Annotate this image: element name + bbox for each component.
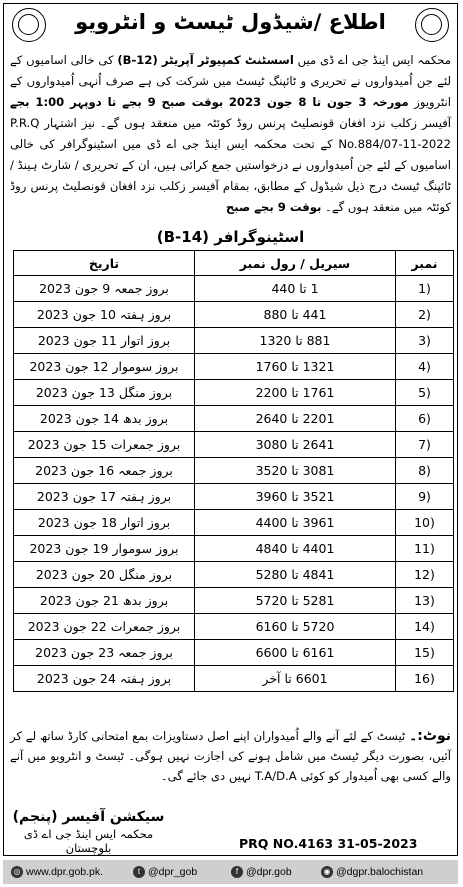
- row-date: بروز جمعہ 23 جون 2023: [14, 640, 195, 666]
- table-row: [14, 328, 454, 354]
- footer-facebook[interactable]: [231, 860, 292, 884]
- globe-icon: ◎: [11, 866, 23, 878]
- row-roll-range: 5720 تا 6160: [195, 614, 396, 640]
- header: [4, 4, 457, 46]
- prq-number: PRQ NO.4163 31-05-2023: [239, 836, 418, 851]
- row-number: 12): [396, 562, 454, 588]
- table-row: [14, 510, 454, 536]
- row-roll-range: 3521 تا 3960: [195, 484, 396, 510]
- row-number: 4): [396, 354, 454, 380]
- table-row: [14, 666, 454, 692]
- header-date: تاریخ: [14, 251, 195, 276]
- header-roll-range: سیریل / رول نمبر: [195, 251, 396, 276]
- row-number: 6): [396, 406, 454, 432]
- intro-text-3: کی خالی اسامیوں کے لئے جن اُمیدواروں نے تحریری و ٹائپنگ ٹیسٹ میں شرکت کی ہے صرف اُنہی اُمیدواروں کے انٹرویوز: [10, 53, 451, 109]
- row-roll-range: 1 تا 440: [195, 276, 396, 302]
- note-label: نوٹ:۔: [409, 728, 451, 744]
- officer-department: محکمہ ایس اینڈ جی اے ڈی بلوچستان: [23, 827, 154, 855]
- table-row: [14, 302, 454, 328]
- row-date: بروز جمعہ 9 جون 2023: [14, 276, 195, 302]
- row-roll-range: 6161 تا 6600: [195, 640, 396, 666]
- table-row: [14, 354, 454, 380]
- table-row: [14, 432, 454, 458]
- row-date: بروز ہفتہ 17 جون 2023: [14, 484, 195, 510]
- signing-officer: [10, 809, 167, 855]
- row-number: 16): [396, 666, 454, 692]
- intro-paragraph: [10, 50, 451, 218]
- row-roll-range: 5281 تا 5720: [195, 588, 396, 614]
- intro-text-6: آفیسر زکلب نزد افغان قونصلیٹ پرنس روڈ کوئٹہ میں منعقد ہوں گے۔ نیز اشتہار P.R.Q No.884/07-11-2022 کے تحت محکمہ ایس اینڈ جی اے ڈی میں اسٹینوگرافر کی خالی اسامیوں کے لئے جن اُمیدواروں نے درخواستیں جمع کرائی ہیں، ان کے تحریری / شارٹ ہینڈ / ٹائپنگ ٹیسٹ درج ذیل شیڈول کے مطابق، بمقام آفیسر زکلب نزد افغان قونصلیٹ پرنس روڈ کوئٹہ میں منعقد ہوں گے۔: [10, 116, 451, 214]
- row-roll-range: 4401 تا 4840: [195, 536, 396, 562]
- row-number: 10): [396, 510, 454, 536]
- row-date: بروز جمعرات 22 جون 2023: [14, 614, 195, 640]
- instagram-icon: ◉: [321, 866, 333, 878]
- row-date: بروز سوموار 19 جون 2023: [14, 536, 195, 562]
- table-row: [14, 614, 454, 640]
- table-row: [14, 484, 454, 510]
- row-number: 15): [396, 640, 454, 666]
- government-seal-logo: [415, 8, 449, 42]
- row-number: 11): [396, 536, 454, 562]
- row-number: 1): [396, 276, 454, 302]
- row-date: بروز جمعہ 16 جون 2023: [14, 458, 195, 484]
- table-row: [14, 562, 454, 588]
- row-roll-range: 2641 تا 3080: [195, 432, 396, 458]
- row-date: بروز ہفتہ 24 جون 2023: [14, 666, 195, 692]
- row-date: بروز بدھ 14 جون 2023: [14, 406, 195, 432]
- balochistan-emblem-logo: [12, 8, 46, 42]
- row-date: بروز سوموار 12 جون 2023: [14, 354, 195, 380]
- note-paragraph: [10, 726, 451, 786]
- row-number: 2): [396, 302, 454, 328]
- page-title: اطلاع /شیڈول ٹیسٹ و انٹرویو: [75, 10, 386, 34]
- officer-title: سیکشن آفیسر (پنجم): [12, 809, 165, 825]
- footer-twitter-text: @dpr_gob: [148, 866, 198, 878]
- footer-website[interactable]: [11, 860, 103, 884]
- row-roll-range: 3961 تا 4400: [195, 510, 396, 536]
- row-date: بروز ہفتہ 10 جون 2023: [14, 302, 195, 328]
- row-roll-range: 1321 تا 1760: [195, 354, 396, 380]
- intro-text-1: محکمہ ایس اینڈ جی اے ڈی میں: [293, 53, 451, 67]
- stenographer-subtitle: اسٹینوگرافر (B-14): [156, 228, 305, 246]
- header-number: نمبر: [396, 251, 454, 276]
- schedule-table: [13, 250, 454, 692]
- row-number: 3): [396, 328, 454, 354]
- row-roll-range: 3081 تا 3520: [195, 458, 396, 484]
- footer-bar: [3, 860, 458, 884]
- note-text: ٹیسٹ کے لئے آنے والے اُمیدواران اپنے اصل دستاویزات بمع امتحانی کارڈ ساتھ لے کر آئیں، بصورت دیگر ٹیسٹ میں شامل ہونے کی اجازت نہیں ہوگی۔ ٹیسٹ و انٹرویو میں آنے والے کسی بھی اُمیدوار کو کوئی T.A/D.A نہیں دی جائے گی۔: [10, 729, 451, 783]
- table-row: [14, 458, 454, 484]
- row-roll-range: 441 تا 880: [195, 302, 396, 328]
- intro-interview-dates: مورخہ 3 جون تا 8 جون 2023: [228, 95, 409, 109]
- twitter-icon: t: [133, 866, 145, 878]
- table-row: [14, 640, 454, 666]
- row-roll-range: 4841 تا 5280: [195, 562, 396, 588]
- row-number: 13): [396, 588, 454, 614]
- row-number: 7): [396, 432, 454, 458]
- row-date: بروز جمعرات 15 جون 2023: [14, 432, 195, 458]
- footer-instagram[interactable]: [321, 860, 423, 884]
- facebook-icon: f: [231, 866, 243, 878]
- footer-instagram-text: @dgpr.balochistan: [336, 866, 424, 878]
- intro-test-time: بوقت 9 بجے صبح: [225, 200, 322, 214]
- row-number: 14): [396, 614, 454, 640]
- row-number: 8): [396, 458, 454, 484]
- intro-post-name: اسسٹنٹ کمپیوٹر آپریٹر (B-12): [117, 53, 294, 67]
- row-roll-range: 6601 تا آخر: [195, 666, 396, 692]
- row-date: بروز منگل 13 جون 2023: [14, 380, 195, 406]
- footer-facebook-text: @dpr.gob: [246, 866, 292, 878]
- footer-website-text: www.dpr.gob.pk.: [26, 866, 104, 878]
- row-roll-range: 881 تا 1320: [195, 328, 396, 354]
- row-roll-range: 2201 تا 2640: [195, 406, 396, 432]
- table-row: [14, 406, 454, 432]
- row-date: بروز بدھ 21 جون 2023: [14, 588, 195, 614]
- row-roll-range: 1761 تا 2200: [195, 380, 396, 406]
- table-row: [14, 380, 454, 406]
- row-date: بروز اتوار 11 جون 2023: [14, 328, 195, 354]
- row-date: بروز اتوار 18 جون 2023: [14, 510, 195, 536]
- row-number: 5): [396, 380, 454, 406]
- table-row: [14, 536, 454, 562]
- intro-interview-time: بوقت صبح 9 بجے تا دوپہر 1:00 بجے: [10, 95, 224, 109]
- row-date: بروز منگل 20 جون 2023: [14, 562, 195, 588]
- table-row: [14, 276, 454, 302]
- advertisement-frame: [3, 3, 458, 856]
- table-header-row: [14, 251, 454, 276]
- row-number: 9): [396, 484, 454, 510]
- table-row: [14, 588, 454, 614]
- footer-twitter[interactable]: [133, 860, 197, 884]
